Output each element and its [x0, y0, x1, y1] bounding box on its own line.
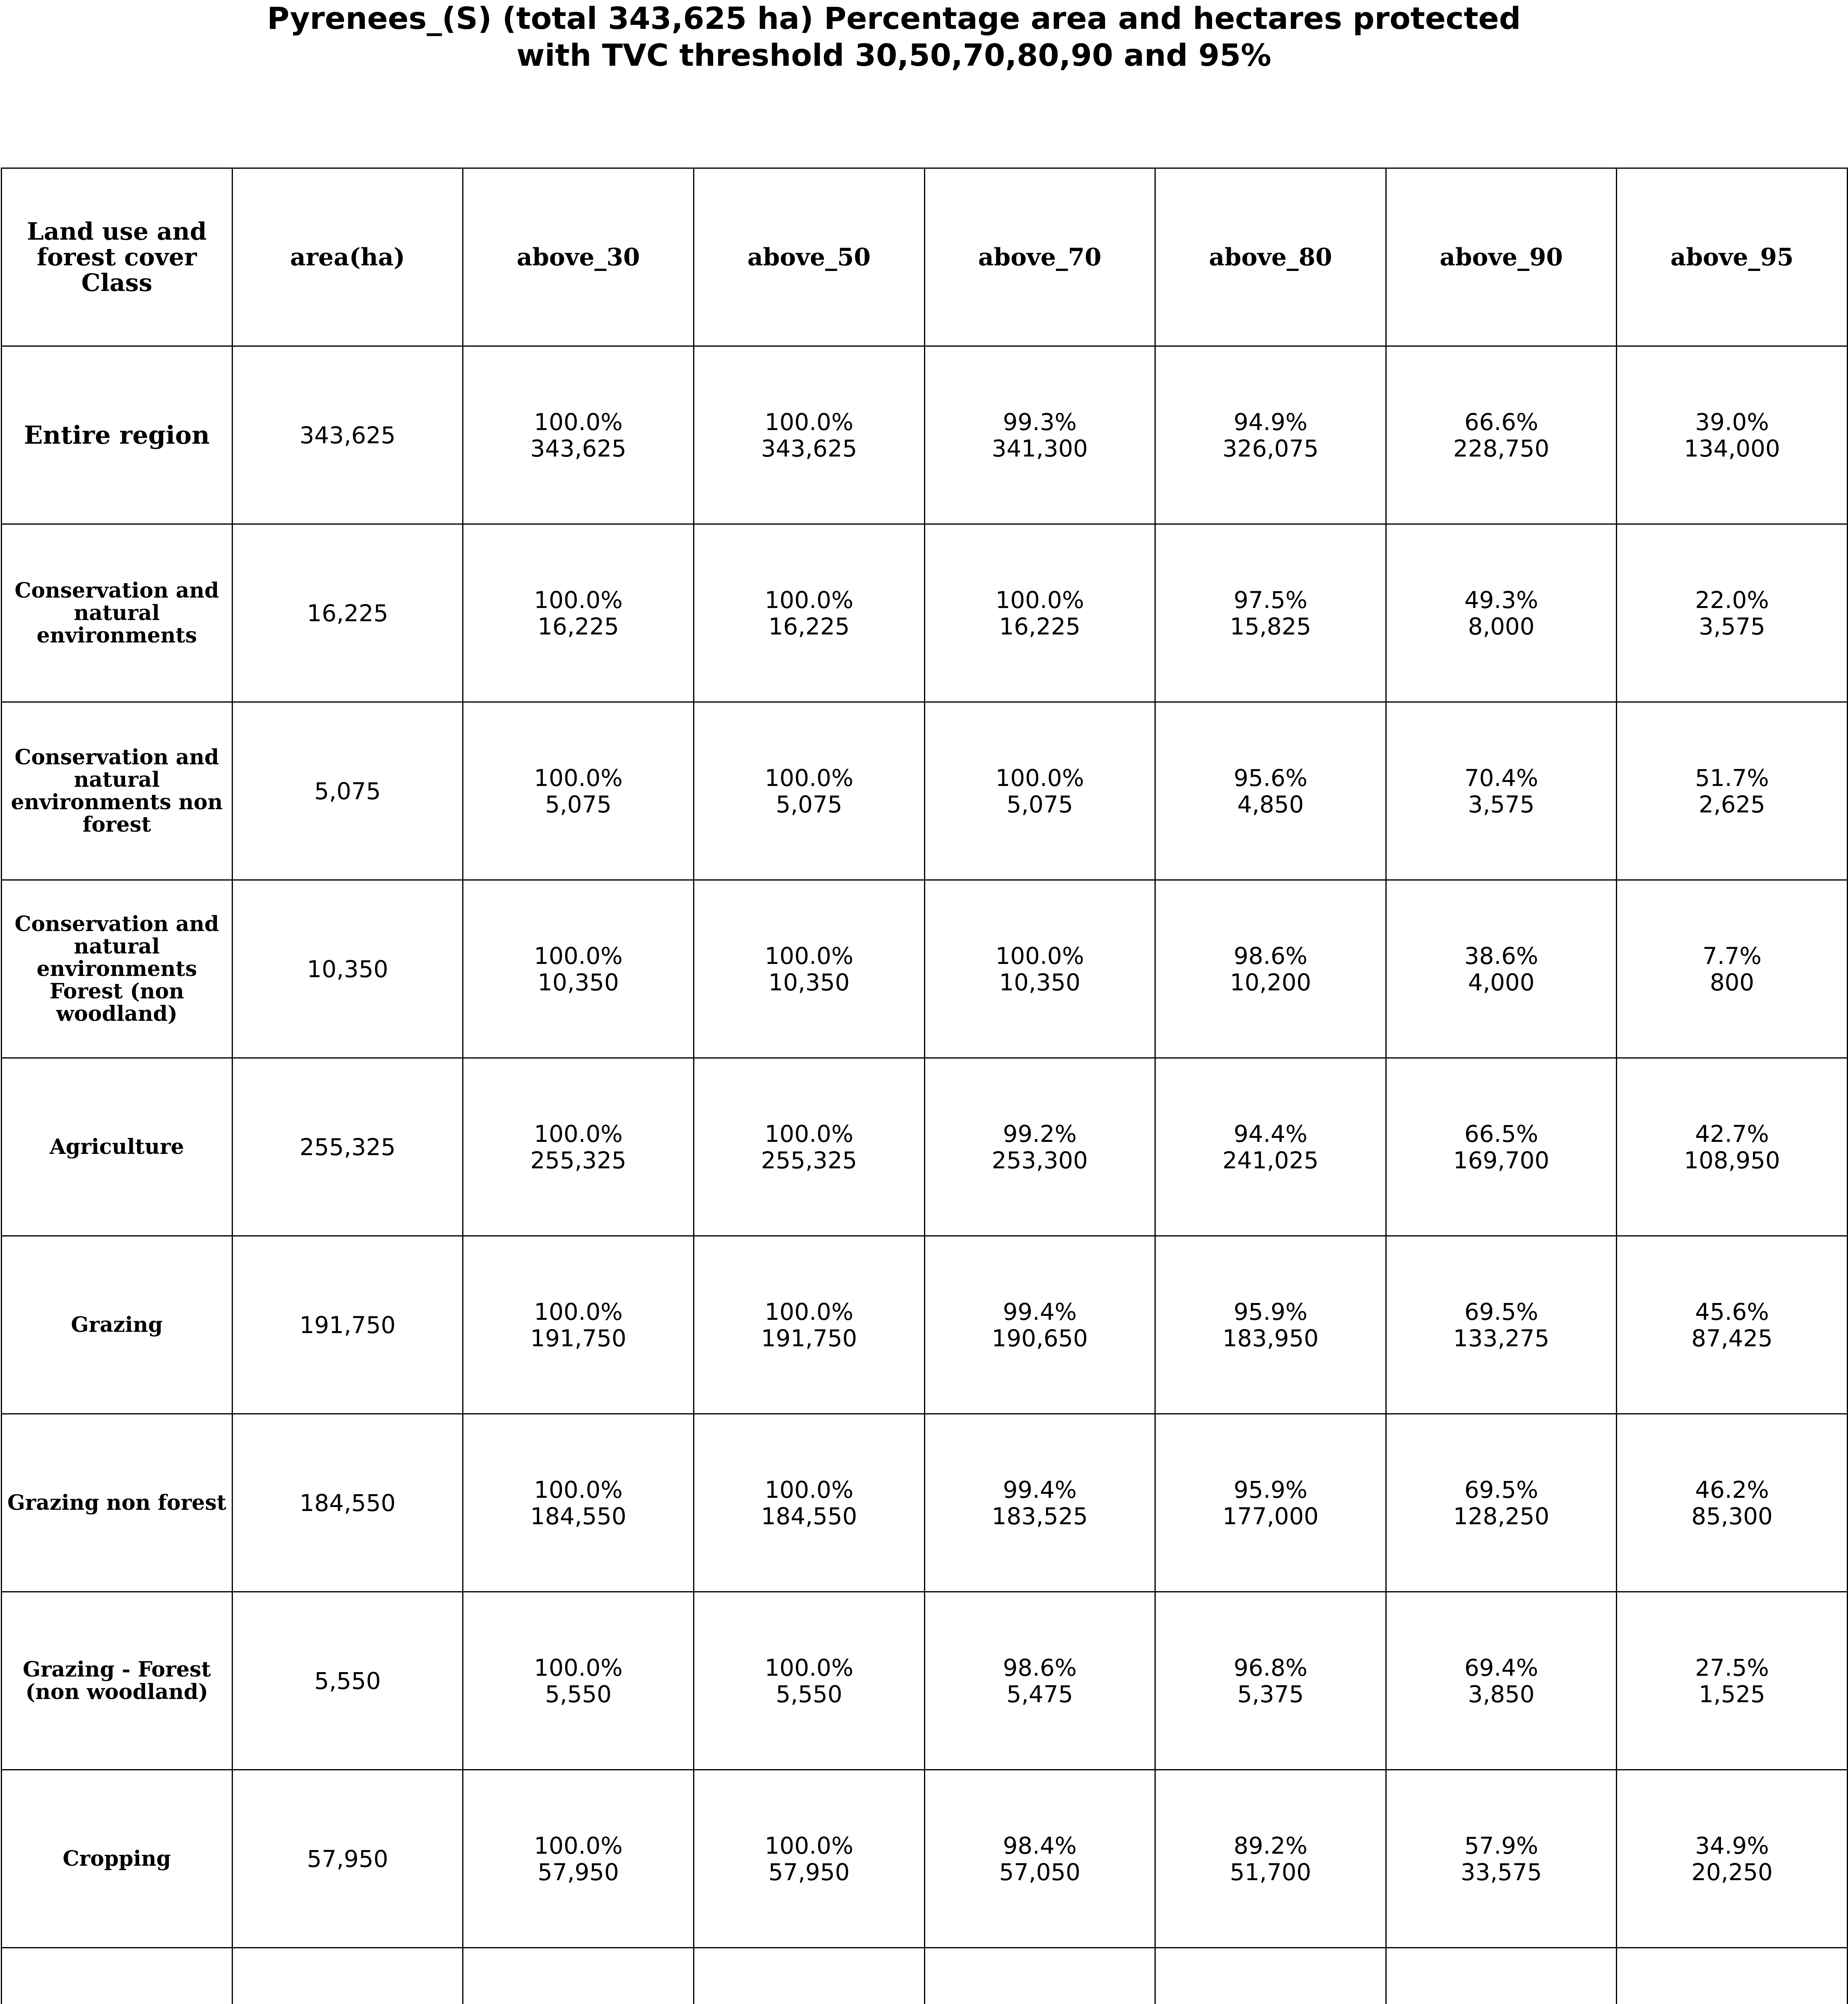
hectare-value: 3,575: [1698, 612, 1765, 640]
threshold-cell: [1386, 1592, 1617, 1770]
area-cell: 57,950: [232, 1770, 463, 1948]
table-row: [2, 1058, 1848, 1236]
hectare-value: 128,250: [1453, 1502, 1549, 1530]
percent-value: 100.0%: [534, 408, 623, 436]
threshold-cell: [1155, 1592, 1386, 1770]
threshold-cell: [924, 702, 1155, 880]
hectare-value: 133,275: [1453, 1324, 1549, 1352]
hectare-value: 184,550: [530, 1502, 627, 1530]
row-label: Grazing: [2, 1236, 233, 1414]
threshold-cell: [924, 1592, 1155, 1770]
threshold-cell: [1155, 702, 1386, 880]
percent-value: 57.9%: [1464, 1832, 1539, 1859]
hectare-value: 4,000: [1468, 968, 1535, 996]
area-cell: 184,550: [232, 1414, 463, 1592]
area-cell: 343,625: [232, 346, 463, 524]
percent-value: 100.0%: [764, 408, 853, 436]
table-row: [2, 1770, 1848, 1948]
area-cell: 255,325: [232, 1058, 463, 1236]
hectare-value: 33,575: [1460, 1858, 1542, 1886]
table-row: [2, 524, 1848, 702]
threshold-cell: [1155, 880, 1386, 1058]
hectare-value: 253,300: [991, 1146, 1088, 1174]
threshold-cell: [1386, 880, 1617, 1058]
column-header: above_95: [1617, 168, 1848, 346]
percent-value: 98.6%: [1233, 942, 1308, 970]
row-label: Conservation and natural environments Forest (non woodland): [2, 880, 233, 1058]
hectare-value: 10,350: [999, 968, 1081, 996]
percent-value: 66.5%: [1464, 1120, 1539, 1147]
threshold-cell: [463, 1770, 694, 1948]
hectare-value: 57,950: [768, 1858, 850, 1886]
threshold-cell: [694, 702, 924, 880]
percent-value: 100.0%: [764, 764, 853, 792]
percent-value: 100.0%: [534, 1120, 623, 1147]
percent-value: 69.5%: [1464, 1298, 1539, 1325]
threshold-cell: [1617, 702, 1848, 880]
threshold-cell: [1386, 1236, 1617, 1414]
hectare-value: 326,075: [1222, 434, 1319, 462]
threshold-cell: [694, 1236, 924, 1414]
hectare-value: 5,550: [545, 1680, 612, 1708]
hectare-value: 190,650: [991, 1324, 1088, 1352]
hectare-value: 16,225: [999, 612, 1081, 640]
percent-value: 66.6%: [1464, 408, 1539, 436]
hectare-value: 343,625: [530, 434, 627, 462]
threshold-cell: [463, 524, 694, 702]
percent-value: 100.0%: [534, 942, 623, 970]
area-cell: 16,225: [232, 524, 463, 702]
percent-value: 95.6%: [1233, 764, 1308, 792]
hectare-value: 2,625: [1698, 790, 1765, 818]
percent-value: 39.0%: [1695, 408, 1769, 436]
threshold-cell: [924, 880, 1155, 1058]
threshold-cell: [1155, 524, 1386, 702]
row-label: Conservation and natural environments: [2, 524, 233, 702]
title-line-1: Pyrenees_(S) (total 343,625 ha) Percentage area and hectares protected: [267, 0, 1521, 36]
hectare-value: 191,750: [761, 1324, 857, 1352]
hectare-value: 10,200: [1229, 968, 1311, 996]
threshold-cell: [463, 1236, 694, 1414]
hectare-value: 10,350: [768, 968, 850, 996]
hectare-value: 183,525: [991, 1502, 1088, 1530]
threshold-cell: [1617, 1592, 1848, 1770]
threshold-cell: [1386, 1414, 1617, 1592]
hectare-value: 1,525: [1698, 1680, 1765, 1708]
hectare-value: 191,750: [530, 1324, 627, 1352]
threshold-cell: [1617, 880, 1848, 1058]
hectare-value: 16,225: [538, 612, 619, 640]
row-label: Conservation and natural environments non forest: [2, 702, 233, 880]
column-header: Land use and forest cover Class: [2, 168, 233, 346]
threshold-cell: [1617, 1948, 1848, 2004]
percent-value: 51.7%: [1695, 764, 1769, 792]
percent-value: 100.0%: [995, 764, 1084, 792]
percent-value: 96.8%: [1233, 1654, 1308, 1681]
hectare-value: 15,825: [1229, 612, 1311, 640]
header-row: [2, 168, 1848, 346]
percent-value: 98.4%: [1003, 1832, 1077, 1859]
percent-value: 89.2%: [1233, 1832, 1308, 1859]
table-row: [2, 1948, 1848, 2004]
threshold-cell: [924, 1058, 1155, 1236]
threshold-cell: [694, 1058, 924, 1236]
hectare-value: 177,000: [1222, 1502, 1319, 1530]
threshold-cell: [1386, 1058, 1617, 1236]
threshold-cell: [1155, 346, 1386, 524]
percent-value: 27.5%: [1695, 1654, 1769, 1681]
hectare-value: 800: [1710, 968, 1755, 996]
percent-value: 7.7%: [1702, 942, 1762, 970]
percent-value: 100.0%: [995, 586, 1084, 614]
column-header: above_90: [1386, 168, 1617, 346]
column-header: above_80: [1155, 168, 1386, 346]
threshold-cell: [1386, 702, 1617, 880]
hectare-value: 57,050: [999, 1858, 1081, 1886]
table-row: [2, 1414, 1848, 1592]
threshold-cell: [463, 1948, 694, 2004]
hectare-value: 134,000: [1684, 434, 1780, 462]
percent-value: 38.6%: [1464, 942, 1539, 970]
threshold-cell: [694, 1770, 924, 1948]
threshold-cell: [1386, 346, 1617, 524]
threshold-cell: [1386, 1770, 1617, 1948]
threshold-cell: [694, 1414, 924, 1592]
percent-value: 100.0%: [534, 1476, 623, 1503]
threshold-cell: [463, 346, 694, 524]
hectare-value: 87,425: [1691, 1324, 1773, 1352]
hectare-value: 255,325: [761, 1146, 857, 1174]
threshold-cell: [1155, 1770, 1386, 1948]
percent-value: 45.6%: [1695, 1298, 1769, 1325]
hectare-value: 241,025: [1222, 1146, 1319, 1174]
column-header: area(ha): [232, 168, 463, 346]
hectare-value: 5,475: [1006, 1680, 1073, 1708]
percent-value: 100.0%: [764, 586, 853, 614]
row-label: Agriculture: [2, 1058, 233, 1236]
row-label: Grazing non forest: [2, 1414, 233, 1592]
hectare-value: 228,750: [1453, 434, 1549, 462]
threshold-cell: [924, 1770, 1155, 1948]
hectare-value: 343,625: [761, 434, 857, 462]
hectare-value: 5,075: [776, 790, 843, 818]
threshold-cell: [463, 1058, 694, 1236]
threshold-cell: [1617, 1058, 1848, 1236]
table-body: [2, 168, 1848, 2004]
hectare-value: 10,350: [538, 968, 619, 996]
threshold-cell: [1386, 524, 1617, 702]
percent-value: 99.2%: [1003, 1120, 1077, 1147]
threshold-cell: [694, 524, 924, 702]
percent-value: 42.7%: [1695, 1120, 1769, 1147]
percent-value: 34.9%: [1695, 1832, 1769, 1859]
threshold-cell: [1617, 524, 1848, 702]
percent-value: 99.3%: [1003, 408, 1077, 436]
table-row: [2, 1236, 1848, 1414]
hectare-value: 4,850: [1237, 790, 1304, 818]
threshold-cell: [463, 880, 694, 1058]
area-cell: 10,350: [232, 880, 463, 1058]
threshold-cell: [1617, 346, 1848, 524]
threshold-cell: [463, 1592, 694, 1770]
percent-value: 100.0%: [764, 1832, 853, 1859]
threshold-cell: [924, 1236, 1155, 1414]
percent-value: 100.0%: [764, 1476, 853, 1503]
hectare-value: 184,550: [761, 1502, 857, 1530]
page-title: [0, 0, 1788, 74]
threshold-cell: [463, 702, 694, 880]
area-cell: 5,550: [232, 1592, 463, 1770]
table-row: [2, 702, 1848, 880]
protection-table: [1, 168, 1848, 2004]
threshold-cell: [924, 1414, 1155, 1592]
column-header: above_70: [924, 168, 1155, 346]
percent-value: 100.0%: [534, 586, 623, 614]
threshold-cell: [694, 880, 924, 1058]
percent-value: 94.4%: [1233, 1120, 1308, 1147]
percent-value: 100.0%: [534, 1298, 623, 1325]
title-line-2: with TVC threshold 30,50,70,80,90 and 95%: [516, 37, 1272, 73]
hectare-value: 20,250: [1691, 1858, 1773, 1886]
percent-value: 22.0%: [1695, 586, 1769, 614]
table-row: [2, 880, 1848, 1058]
percent-value: 100.0%: [995, 942, 1084, 970]
percent-value: 100.0%: [764, 1654, 853, 1681]
hectare-value: 169,700: [1453, 1146, 1549, 1174]
percent-value: 97.5%: [1233, 586, 1308, 614]
percent-value: 95.9%: [1233, 1298, 1308, 1325]
hectare-value: 57,950: [538, 1858, 619, 1886]
hectare-value: 5,075: [545, 790, 612, 818]
hectare-value: 16,225: [768, 612, 850, 640]
column-header: above_50: [694, 168, 924, 346]
threshold-cell: [924, 524, 1155, 702]
percent-value: 100.0%: [534, 1654, 623, 1681]
threshold-cell: [1155, 1414, 1386, 1592]
row-label: Grazing - Forest (non woodland): [2, 1592, 233, 1770]
percent-value: 69.5%: [1464, 1476, 1539, 1503]
hectare-value: 5,075: [1006, 790, 1073, 818]
hectare-value: 5,375: [1237, 1680, 1304, 1708]
percent-value: 46.2%: [1695, 1476, 1769, 1503]
threshold-cell: [1617, 1414, 1848, 1592]
threshold-cell: [1617, 1236, 1848, 1414]
hectare-value: 5,550: [776, 1680, 843, 1708]
percent-value: 99.4%: [1003, 1298, 1077, 1325]
percent-value: 99.4%: [1003, 1476, 1077, 1503]
area-cell: [232, 1948, 463, 2004]
hectare-value: 85,300: [1691, 1502, 1773, 1530]
threshold-cell: [924, 1948, 1155, 2004]
row-label: [2, 1948, 233, 2004]
percent-value: 94.9%: [1233, 408, 1308, 436]
percent-value: 100.0%: [534, 1832, 623, 1859]
hectare-value: 255,325: [530, 1146, 627, 1174]
percent-value: 98.6%: [1003, 1654, 1077, 1681]
percent-value: 100.0%: [764, 1120, 853, 1147]
percent-value: 100.0%: [764, 942, 853, 970]
percent-value: 100.0%: [764, 1298, 853, 1325]
hectare-value: 108,950: [1684, 1146, 1780, 1174]
area-cell: 5,075: [232, 702, 463, 880]
threshold-cell: [463, 1414, 694, 1592]
hectare-value: 341,300: [991, 434, 1088, 462]
percent-value: 49.3%: [1464, 586, 1539, 614]
threshold-cell: [694, 1948, 924, 2004]
percent-value: 70.4%: [1464, 764, 1539, 792]
threshold-cell: [1155, 1058, 1386, 1236]
threshold-cell: [1386, 1948, 1617, 2004]
percent-value: 69.4%: [1464, 1654, 1539, 1681]
threshold-cell: [694, 1592, 924, 1770]
table-row: [2, 1592, 1848, 1770]
percent-value: 100.0%: [534, 764, 623, 792]
hectare-value: 3,850: [1468, 1680, 1535, 1708]
percent-value: 95.9%: [1233, 1476, 1308, 1503]
threshold-cell: [1617, 1770, 1848, 1948]
hectare-value: 8,000: [1468, 612, 1535, 640]
row-label: Entire region: [2, 346, 233, 524]
threshold-cell: [924, 346, 1155, 524]
threshold-cell: [1155, 1948, 1386, 2004]
row-label: Cropping: [2, 1770, 233, 1948]
threshold-cell: [694, 346, 924, 524]
hectare-value: 183,950: [1222, 1324, 1319, 1352]
threshold-cell: [1155, 1236, 1386, 1414]
column-header: above_30: [463, 168, 694, 346]
table-row: [2, 346, 1848, 524]
hectare-value: 3,575: [1468, 790, 1535, 818]
hectare-value: 51,700: [1229, 1858, 1311, 1886]
area-cell: 191,750: [232, 1236, 463, 1414]
